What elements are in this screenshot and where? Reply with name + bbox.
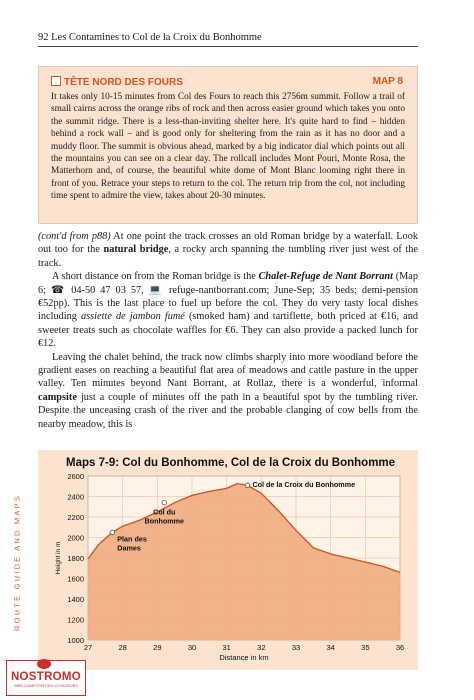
- logo-tagline: WEB COMPTOIR DES VOYAGEURS: [14, 684, 78, 688]
- waypoint-label-line2: Bonhomme: [144, 516, 185, 526]
- text-span: , a rocky arch spanning the tumbling river just west of the track.: [38, 244, 418, 269]
- text-span: Leaving the chalet behind, the track now climbs sharply into more woodland before the gradient eases on reaching a beautiful flat area of meadows and cattle pasture in the upper valley. Ten minutes beyond Nant Borrant, at Rollaz, there is a wonderful, informal: [38, 351, 418, 390]
- y-tick-label: 1200: [67, 615, 84, 625]
- side-label-text: ROUTE GUIDE AND MAPS: [12, 494, 22, 631]
- text-span: just a couple of minutes off the path in a beautiful spot by the tumbling river. Despite the unceasing crash of the river and the probable clanging of cow bells from the nearby meadow, this is: [38, 391, 418, 430]
- campsite-bold: campsite: [38, 391, 77, 403]
- x-tick-label: 30: [187, 643, 197, 652]
- paragraph-1: [38, 230, 418, 270]
- x-tick-label: 28: [118, 643, 127, 652]
- x-tick-label: 35: [361, 643, 370, 652]
- x-tick-label: 32: [257, 643, 266, 652]
- y-tick-label: 2200: [67, 513, 84, 522]
- waypoint-marker: [162, 500, 167, 505]
- y-tick-label: 1400: [67, 595, 84, 604]
- waypoint-marker: [110, 530, 115, 535]
- x-axis-label: Distance in km: [219, 653, 269, 662]
- y-axis-label: Height in m: [55, 541, 62, 575]
- natural-bridge-bold: natural bridge: [103, 244, 169, 256]
- paragraph-3: [38, 351, 418, 431]
- text-span: At one point the track crosses an old Roman bridge by a waterfall. Look out too for the: [38, 231, 418, 256]
- x-tick-label: 33: [291, 643, 301, 652]
- chart-svg: [38, 450, 418, 670]
- y-tick-label: 2400: [67, 492, 84, 502]
- x-tick-label: 29: [153, 643, 162, 652]
- chalet-name: Chalet-Refuge de Nant Borrant: [258, 271, 393, 283]
- waypoint-label: Col de la Croix du Bonhomme: [252, 480, 356, 490]
- text-span: A short distance on from the Roman bridge is the: [52, 271, 259, 283]
- logo-badge-icon: [37, 659, 51, 669]
- sidebar-box-tete-nord-des-fours: [38, 66, 418, 224]
- waypoint-label: Col du: [153, 507, 176, 517]
- y-tick-label: 1600: [67, 574, 84, 584]
- dish-name: assiette de jambon fumé: [81, 311, 185, 323]
- text-span: (smoked ham) and tartiflette, both priced at €16, and sweeter treats such as chocolate waffles for €6. They can also provide a packed lunch for €12.: [38, 311, 418, 350]
- side-section-label: [6, 488, 26, 648]
- waypoint-label-line2: Dames: [117, 543, 141, 553]
- elevation-profile-chart: [38, 450, 418, 670]
- header-rule: [38, 46, 418, 47]
- nostromo-logo: [6, 660, 86, 696]
- chart-title: Maps 7-9: Col du Bonhomme, Col de la Croix du Bonhomme: [66, 457, 396, 469]
- waypoint-label: Plan des: [117, 534, 147, 544]
- box-title: [51, 76, 183, 88]
- paragraph-2: [38, 270, 418, 350]
- x-tick-label: 31: [222, 643, 231, 652]
- y-tick-label: 1800: [67, 554, 84, 563]
- box-text: It takes only 10-15 minutes from Col des Fours to reach this 2756m summit. Follow a trail of small cairns across the orange ribs of rock and then across easier ground which takes you onto the summit ridge. There is a less-than-inviting shelter here. It's quite hard to find – hidden behind a rock wall – and is good only for sheltering from the rain as it has no door and a muddy floor. The summit is obvious ahead, marked by a big indicator dial which points out all the mountains you can see on a clear day. The rollcall includes Mont Pouri, Monte Rosa, the Matterhorn and, of course, the beautiful white dome of Mont Blanc looming right there in front of you. Retrace your steps to return to the col. The return trip from the col, not including time spent to admire the view, takes about 20-30 minutes.: [51, 92, 405, 202]
- running-head: 92 Les Contamines to Col de la Croix du Bonhomme: [38, 32, 262, 43]
- body-text: [38, 230, 418, 431]
- checkbox-square-icon: [51, 76, 61, 86]
- box-map-ref: MAP 8: [372, 76, 403, 87]
- x-tick-label: 34: [326, 643, 335, 652]
- cont-ref: (cont'd from p88): [38, 231, 111, 242]
- y-tick-label: 2600: [67, 472, 84, 481]
- y-tick-label: 1000: [67, 636, 84, 645]
- text-span: (Map 6; ☎ 04-50 47 03 57, 💻 refuge-nantborrant.com; June-Sep; 35 beds; demi-pension €52pp). This is the last place to fuel up before the col. They do very tasty local dishes including: [38, 271, 418, 323]
- logo-name: NOSTROMO: [10, 671, 82, 683]
- box-title-text: TÊTE NORD DES FOURS: [64, 77, 183, 88]
- x-tick-label: 36: [395, 643, 405, 652]
- x-tick-label: 27: [83, 643, 93, 652]
- waypoint-marker: [245, 483, 250, 488]
- y-tick-label: 2000: [67, 533, 84, 543]
